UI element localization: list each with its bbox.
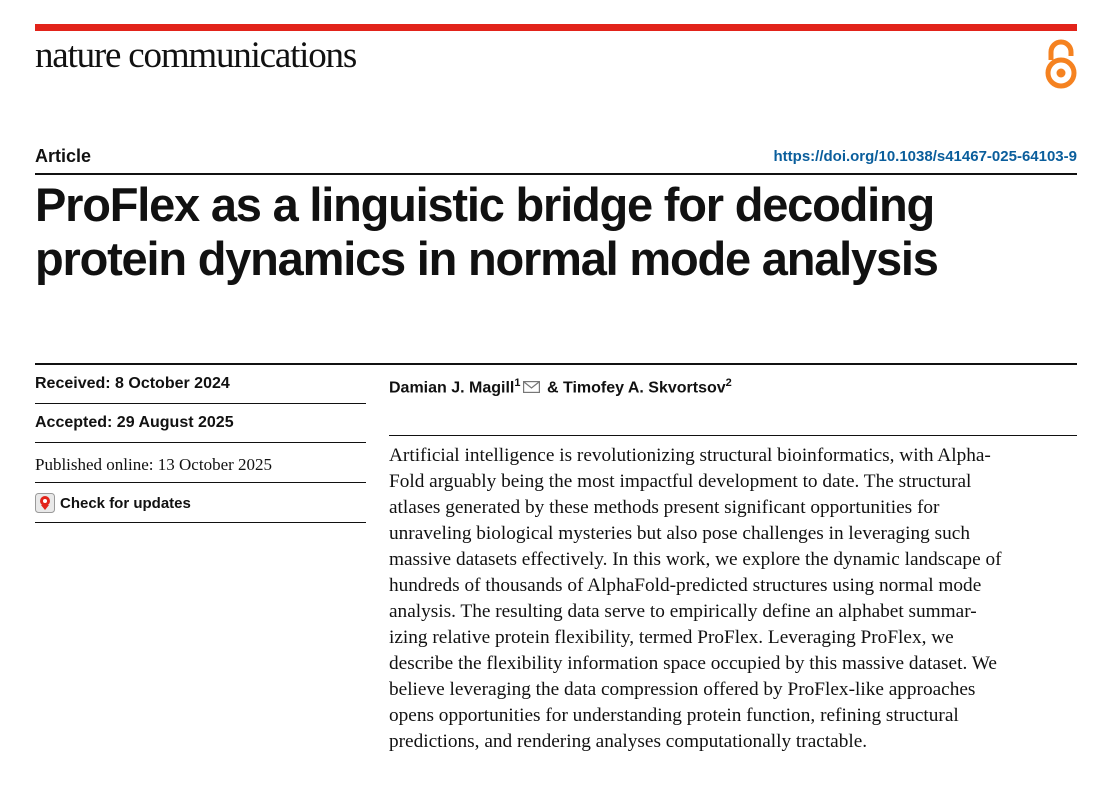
affiliation-marker: 1 <box>514 377 521 389</box>
article-type: Article <box>35 146 92 166</box>
article-title: ProFlex as a linguistic bridge for decoding protein dynamics in normal mode analysis <box>35 178 938 285</box>
accepted-date: Accepted: 29 August 2025 <box>35 414 234 431</box>
journal-brand-bar <box>35 24 1077 31</box>
divider <box>35 403 366 404</box>
author-name[interactable]: & Timofey A. Skvortsov <box>546 379 726 397</box>
check-for-updates-button[interactable] <box>35 492 366 514</box>
check-updates-label: Check for updates <box>60 494 191 512</box>
header-rule <box>35 173 1077 175</box>
divider <box>35 482 366 483</box>
received-date: Received: 8 October 2024 <box>35 375 230 392</box>
abstract-rule <box>389 435 1077 436</box>
divider <box>35 522 366 523</box>
affiliation-marker: 2 <box>725 377 732 389</box>
title-rule <box>35 363 1077 365</box>
abstract: Artificial intelligence is revolutionizing structural bioinformatics, with Alpha- Fold arguably being the most impactful development to date. The structural atlases generated by these methods present significant opportunities for unraveling biological mysteries but also pose challenges in leveraging such massive datasets effectively. In this work, we explore the dynamic landscape of hundreds of thousands of AlphaFold-predicted structures using normal mode analysis. The resulting data serve to empirically define an alphabet summar- izing relative protein flexibility, termed ProFlex. Leveraging ProFlex, we describe the flexibility information space occupied by this massive dataset. We believe leveraging the data compression offered by ProFlex-like approaches opens opportunities for understanding protein function, refining structural predictions, and rendering analyses computationally tractable. <box>389 445 1002 752</box>
divider <box>35 442 366 443</box>
author-name[interactable]: Damian J. Magill <box>389 379 515 397</box>
published-date: Published online: 13 October 2025 <box>35 455 273 474</box>
journal-name: nature communications <box>35 35 357 76</box>
open-access-icon[interactable] <box>1041 38 1081 90</box>
email-icon[interactable] <box>523 381 540 393</box>
doi-link[interactable]: https://doi.org/10.1038/s41467-025-64103-9 <box>773 148 1077 165</box>
check-updates-icon <box>35 493 55 513</box>
author-list <box>389 373 732 398</box>
